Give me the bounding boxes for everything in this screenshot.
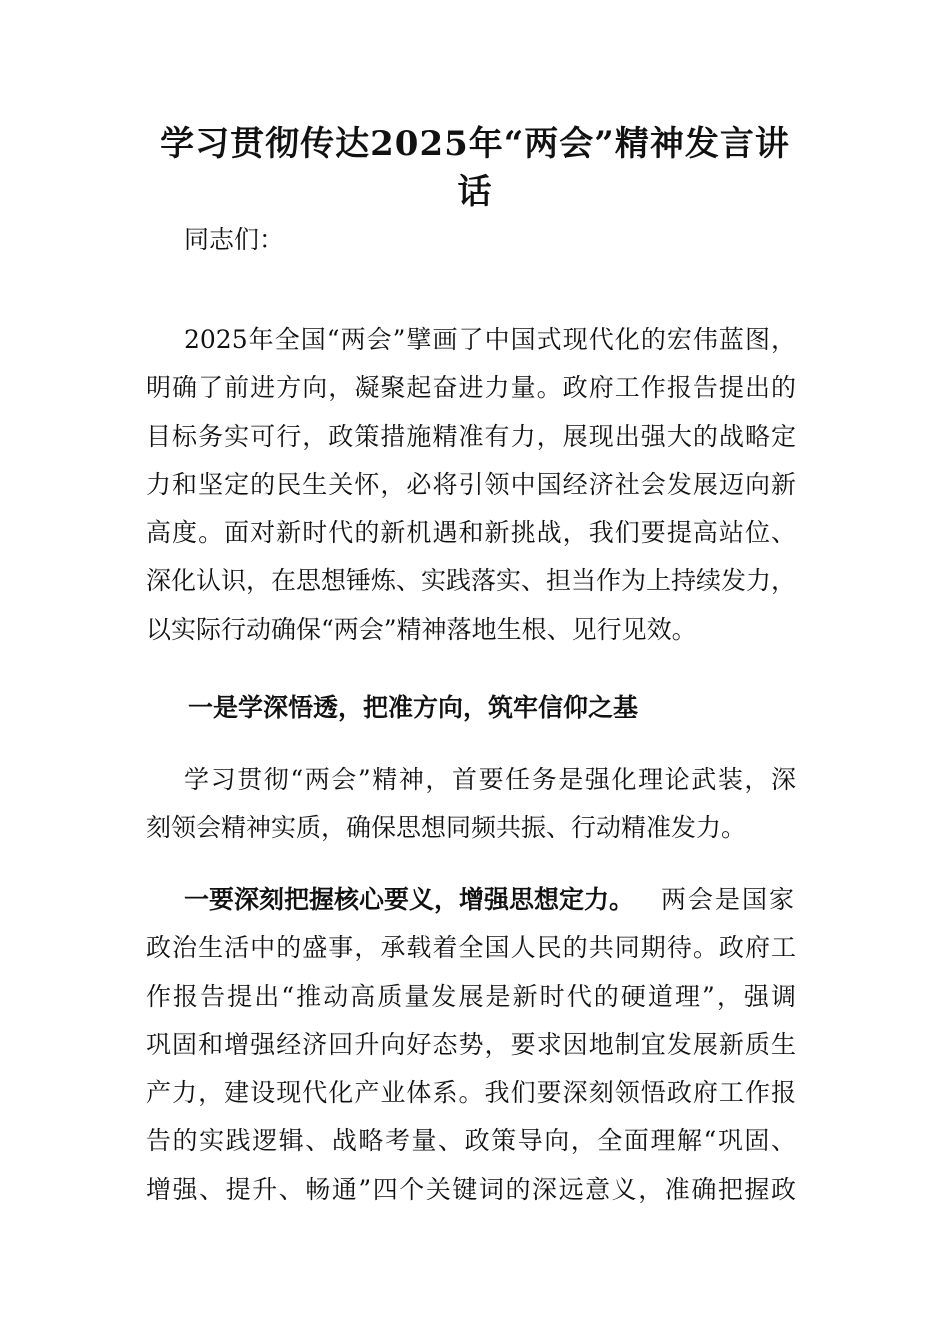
point-one-paragraph [146, 876, 796, 1214]
paragraph-line: 告的实践逻辑、战略考量、政策导向，全面理解“巩固、 [146, 1126, 796, 1156]
point-lead-continuation: 两会是国家 [660, 885, 796, 914]
paragraph-line: 2025年全国“两会”擘画了中国式现代化的宏伟蓝图， [184, 325, 796, 354]
paragraph-line: 深化认识，在思想锤炼、实践落实、担当作为上持续发力， [146, 566, 797, 596]
paragraph-line [146, 876, 796, 924]
paragraph-line: 刻领会精神实质，确保思想同频共振、行动精准发力。 [146, 813, 747, 843]
paragraph-line: 目标务实可行，政策措施精准有力，展现出强大的战略定 [146, 421, 796, 451]
intro-paragraph [146, 316, 796, 654]
point-lead: 一要深刻把握核心要义，增强思想定力。 [184, 885, 635, 914]
paragraph-line: 政治生活中的盛事，承载着全国人民的共同期待。政府工 [146, 933, 796, 963]
paragraph-line: 明确了前进方向，凝聚起奋进力量。政府工作报告提出的 [146, 373, 796, 403]
title-line-2: 话 [457, 172, 493, 212]
paragraph-line: 作报告提出“推动高质量发展是新时代的硬道理”，强调 [146, 981, 796, 1011]
document-title [140, 120, 810, 216]
paragraph-line: 以实际行动确保“两会”精神落地生根、见行见效。 [146, 614, 697, 644]
paragraph-line: 巩固和增强经济回升向好态势，要求因地制宜发展新质生 [146, 1029, 796, 1059]
greeting: 同志们： [184, 225, 285, 254]
section-intro-paragraph [146, 756, 796, 853]
paragraph-line: 增强、提升、畅通”四个关键词的深远意义，准确把握政 [146, 1174, 796, 1204]
paragraph-line: 学习贯彻“两会”精神，首要任务是强化理论武装，深 [184, 765, 796, 794]
paragraph-line: 高度。面对新时代的新机遇和新挑战，我们要提高站位、 [146, 518, 796, 548]
section-heading-paragraph [146, 684, 796, 732]
paragraph-line: 力和坚定的民生关怀，必将引领中国经济社会发展迈向新 [146, 469, 796, 499]
greeting-paragraph [146, 216, 796, 264]
section-heading-1: 一是学深悟透，把准方向，筑牢信仰之基 [188, 693, 639, 722]
paragraph-line: 产力，建设现代化产业体系。我们要深刻领悟政府工作报 [146, 1078, 796, 1108]
title-line-1: 学习贯彻传达2025年“两会”精神发言讲 [160, 124, 790, 164]
